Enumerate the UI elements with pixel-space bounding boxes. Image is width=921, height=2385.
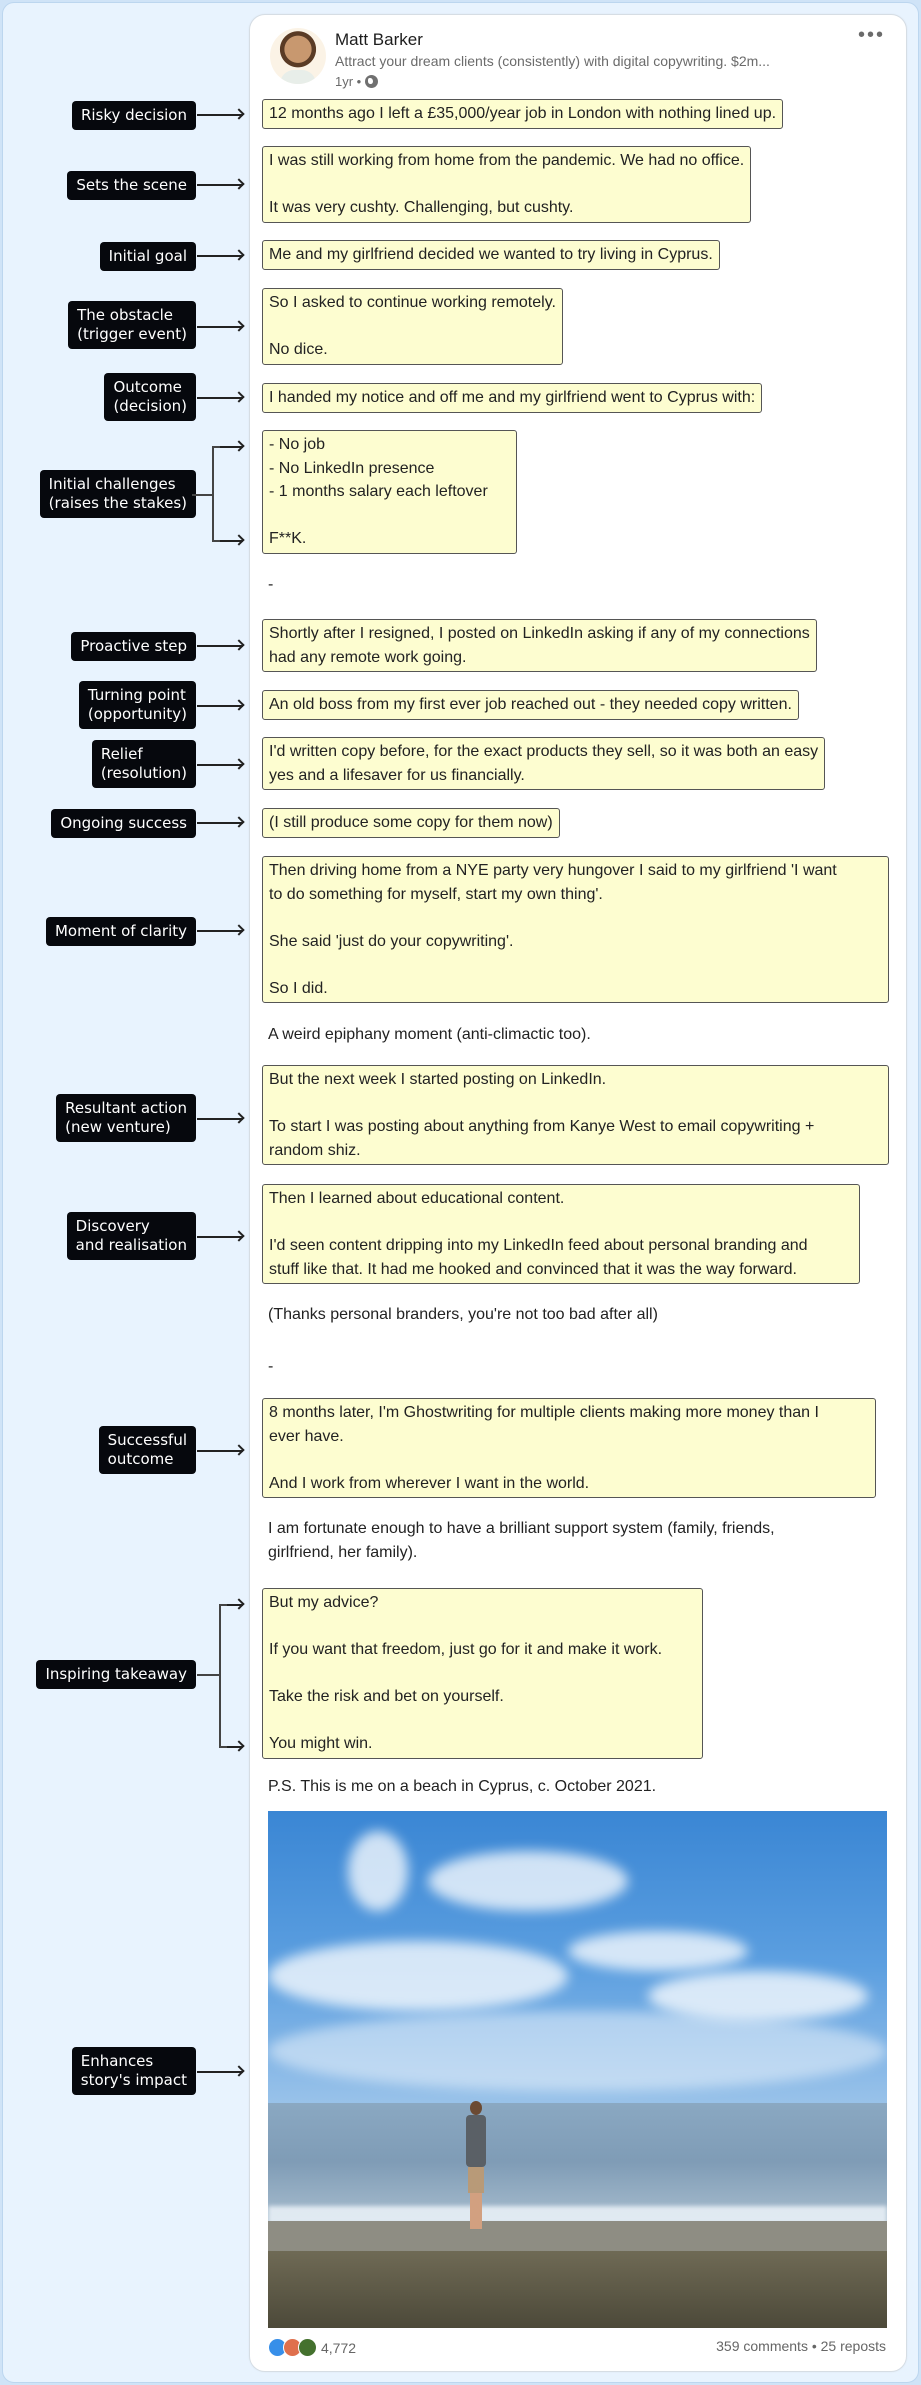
post-text-discovery: Then I learned about educational content. I'd seen content dripping into my LinkedIn feed about personal branding and stuff like that. It had me hooked and convinced that it was the way forward. [262,1184,860,1284]
post-text-moment-of-clarity: Then driving home from a NYE party very hungover I said to my girlfriend 'I want to do something for myself, start my own thing'. She said 'just do your copywriting'. So I did. [262,856,889,1003]
post-text-thanks: (Thanks personal branders, you're not too bad after all) [268,1306,658,1323]
arrow-right-icon [197,705,243,707]
globe-icon [365,75,378,88]
author-avatar[interactable] [270,28,326,84]
post-text-sets-scene: I was still working from home from the pandemic. We had no office. It was very cushty. Challenging, but cushty. [262,146,751,223]
post-text-proactive-step: Shortly after I resigned, I posted on LinkedIn asking if any of my connections had any remote work going. [262,619,817,672]
arrow-right-icon [197,645,243,647]
post-text-inspiring-takeaway: But my advice? If you want that freedom, just go for it and make it work. Take the risk and bet on yourself. You might win. [262,1588,703,1759]
post-text-turning-point: An old boss from my first ever job reached out - they needed copy written. [262,690,799,720]
label-risky-decision: Risky decision [72,101,196,130]
post-text-risky-decision: 12 months ago I left a £35,000/year job in London with nothing lined up. [262,99,783,129]
post-text-ongoing-success: (I still produce some copy for them now) [262,808,560,838]
post-text-ps: P.S. This is me on a beach in Cyprus, c. October 2021. [268,1778,657,1795]
support-icon [298,2338,317,2357]
arrow-right-icon [197,2071,243,2073]
reactions-count: 4,772 [321,2339,357,2356]
label-enhances-impact: Enhances story's impact [72,2047,196,2095]
label-initial-goal: Initial goal [100,242,196,271]
label-resultant-action: Resultant action (new venture) [56,1094,196,1142]
post-text-resultant-action: But the next week I started posting on LinkedIn. To start I was posting about anything from Kanye West to email copywriting + random shiz. [262,1065,889,1165]
label-relief: Relief (resolution) [92,740,196,788]
bracket [212,446,222,542]
comments-reposts-count[interactable]: 359 comments • 25 reposts [716,2338,886,2354]
label-ongoing-success: Ongoing success [51,809,196,838]
post-text-epiphany: A weird epiphany moment (anti-climactic too). [268,1026,591,1043]
label-moment-of-clarity: Moment of clarity [46,917,196,946]
label-turning-point: Turning point (opportunity) [79,681,196,729]
reactions-summary[interactable] [268,2338,356,2357]
label-successful-outcome: Successful outcome [99,1426,196,1474]
bracket [219,1604,229,1748]
arrow-right-icon [197,184,243,186]
post-text-divider-2: - [268,1358,274,1375]
label-initial-challenges: Initial challenges (raises the stakes) [40,470,196,518]
post-text-outcome: I handed my notice and off me and my girlfriend went to Cyprus with: [262,383,762,413]
label-the-obstacle: The obstacle (trigger event) [68,301,196,349]
label-proactive-step: Proactive step [71,632,196,661]
person-figure [464,2101,488,2231]
arrow-right-icon [197,764,243,766]
bracket-stem [192,494,214,496]
post-age: 1yr • [335,74,362,89]
arrow-right-icon [220,446,243,448]
bracket-stem [197,1674,221,1676]
post-text-relief: I'd written copy before, for the exact products they sell, so it was both an easy yes and a lifesaver for us financially. [262,737,825,790]
label-discovery: Discovery and realisation [67,1212,196,1260]
label-sets-the-scene: Sets the scene [67,171,196,200]
arrow-right-icon [197,930,243,932]
post-text-divider: - [268,576,274,593]
label-outcome: Outcome (decision) [104,373,196,421]
post-meta [335,74,378,89]
post-text-support-system: I am fortunate enough to have a brilliant support system (family, friends, girlfriend, her family). [268,1520,775,1561]
arrow-right-icon [197,114,243,116]
post-photo-beach[interactable] [268,1811,887,2328]
arrow-right-icon [197,1118,243,1120]
label-inspiring-takeaway: Inspiring takeaway [36,1660,196,1689]
arrow-right-icon [227,1604,243,1606]
arrow-right-icon [197,255,243,257]
post-text-obstacle: So I asked to continue working remotely. No dice. [262,288,563,365]
arrow-right-icon [197,1450,243,1452]
arrow-right-icon [197,1236,243,1238]
post-text-successful-outcome: 8 months later, I'm Ghostwriting for multiple clients making more money than I ever have. And I work from wherever I want in the world. [262,1398,876,1498]
arrow-right-icon [197,822,243,824]
more-options-icon[interactable]: ••• [858,24,886,46]
post-text-initial-challenges: - No job - No LinkedIn presence - 1 months salary each leftover F**K. [262,430,517,554]
arrow-right-icon [197,397,243,399]
author-name[interactable]: Matt Barker [335,30,423,49]
arrow-right-icon [197,326,243,328]
arrow-right-icon [220,540,243,542]
post-text-initial-goal: Me and my girlfriend decided we wanted to try living in Cyprus. [262,240,720,270]
arrow-right-icon [227,1746,243,1748]
author-headline: Attract your dream clients (consistently) with digital copywriting. $2m... [335,53,770,69]
